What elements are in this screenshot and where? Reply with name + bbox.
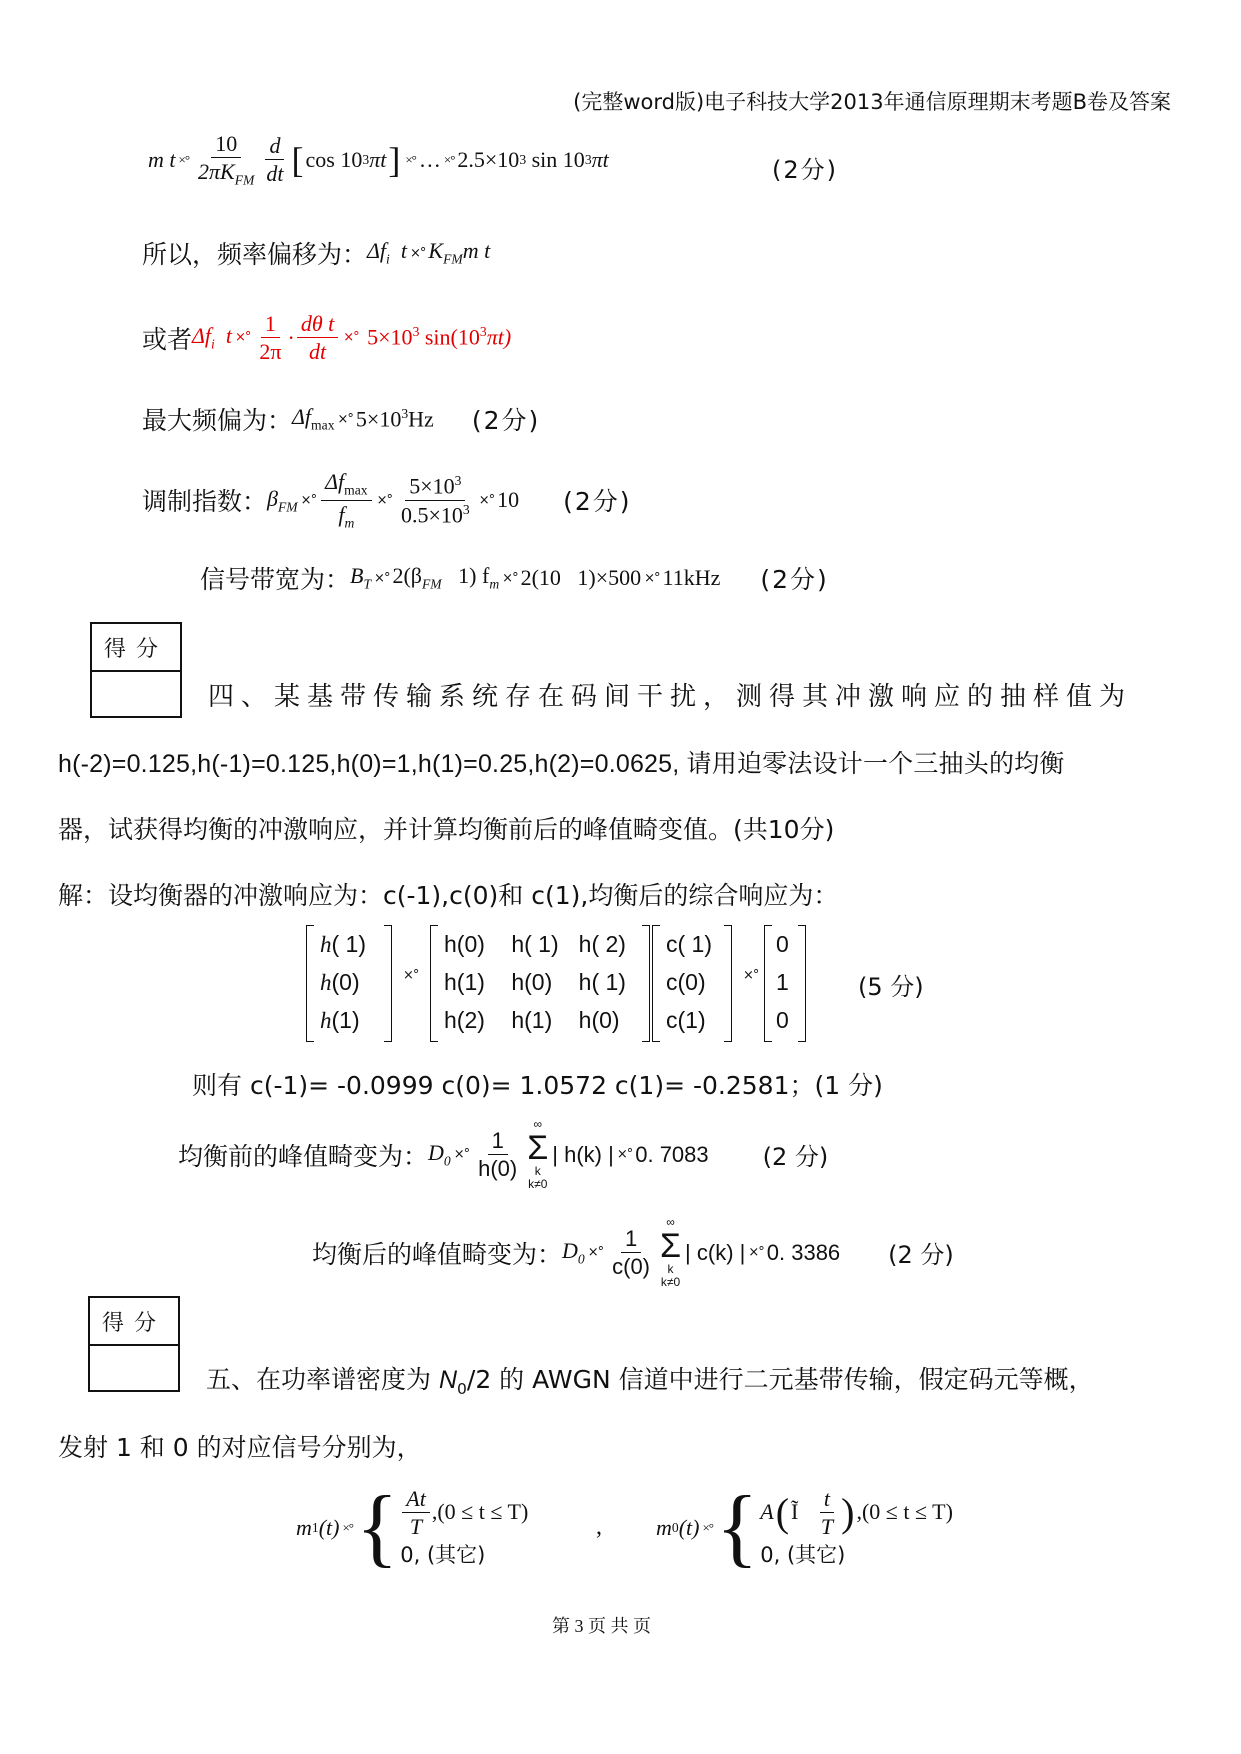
separator-comma: , [596,1514,602,1540]
score-box-q5: 得分 [88,1296,180,1392]
matrix-rhs: 0 1 0 [764,925,806,1040]
score-matrix: (5 分) [858,973,924,1001]
equation-m1: m 1 (t) ×° { $\frac{At}{T}$ ,(0 ≤ t ≤ T) 0, (其它) [296,1479,529,1576]
equation-modulating-signal: m t ×° $\frac{10}{2\pi K_{FM}}$ $\frac{d}{dt}$ [ cos 10 3 πt ] ×° … ×° 2.5×10 3 sin 10 3 πt [148,131,609,188]
line-or-alternative: 或者 $\Delta f_i$ t ×° $\frac{1}{2\pi}$ · $\frac{\text{dθ t}}{dt}$ ×° $5\times 10^3$ $\sin(10^3\pi t)$ [142,311,512,365]
q4-line3: 器，试获得均衡的冲激响应，并计算均衡前后的峰值畸变值。(共10分) [58,815,835,844]
score-eq1: (2分) [772,156,838,184]
equals-glyph-matrix: ×° [403,968,419,983]
q4-solution: 解：设均衡器的冲激响应为：c(-1),c(0)和 c(1),均衡后的综合响应为： [58,881,839,910]
q5-line2: 发射 1 和 0 的对应信号分别为， [58,1433,422,1462]
line-max-deviation: 最大频偏为： $\Delta f_{max}$ ×° $5\times 10^3Hz$ (2分) [142,404,541,435]
equals-glyph-matrix-2: ×° [743,968,759,983]
page-footer: 第 3 页 共 页 [552,1616,651,1636]
score-box-q4: 得分 [90,622,182,718]
q4-line2: h(-2)=0.125,h(-1)=0.125,h(0)=1,h(1)=0.25,h(2)=0.0625, 请用迫零法设计一个三抽头的均衡 [58,750,1065,778]
matrix-he: h( 1) h(0) h(1) [306,925,392,1040]
q5-line1: 五、在功率谱密度为 $N_0/2$ 的 AWGN 信道中进行二元基带传输，假定码元等概， [206,1365,1094,1398]
equation-m0: m 0 (t) ×° { A ( Ĩ $\frac{t}{T}$ ) ,(0 ≤ t ≤ T) 0, (其它) [656,1479,953,1576]
q4-result: 则有 c(-1)= -0.0999 c(0)= 1.0572 c(1)= -0.2581；(1 分) [192,1071,883,1100]
line-frequency-offset: 所以，频率偏移为： $\Delta f_i$ t ×° $K_{FM}m$ t [142,238,491,269]
line-peak-distortion-after: 均衡后的峰值畸变为： $D_0$ ×° $\frac{1}{c(0)}$ ∞ Σ k k≠0 | c(k) | ×° 0. 3386 (2 分) [312,1215,954,1290]
line-modulation-index: 调制指数： $\beta_{FM}$ ×° $\frac{\Delta f_{max}}{f_m}$ ×° $\frac{5\times 10^3}{0.5\times 10^3}$ ×° 10 (2分) [142,469,632,531]
page-header: (完整word版)电子科技大学2013年通信原理期末考题B卷及答案 [573,90,1171,114]
matrix-h: h(0) h( 1) h( 2) h(1) h(0) h( 1) h(2) h(1) h(0) [430,925,650,1040]
line-bandwidth: 信号带宽为： $B_T$ ×° $2(\beta_{FM}$ 1) $f_m$ ×° 2(10 1)×500 ×° 11kHz (2分) [200,563,829,594]
line-peak-distortion-before: 均衡前的峰值畸变为： $D_0$ ×° $\frac{1}{h(0)}$ ∞ Σ k k≠0 | h(k) | ×° 0. 7083 (2 分) [178,1117,829,1192]
matrix-c: c( 1) c(0) c(1) [652,925,732,1040]
q4-line1: 四、某基带传输系统存在码间干扰，测得其冲激响应的抽样值为 [208,682,1133,712]
